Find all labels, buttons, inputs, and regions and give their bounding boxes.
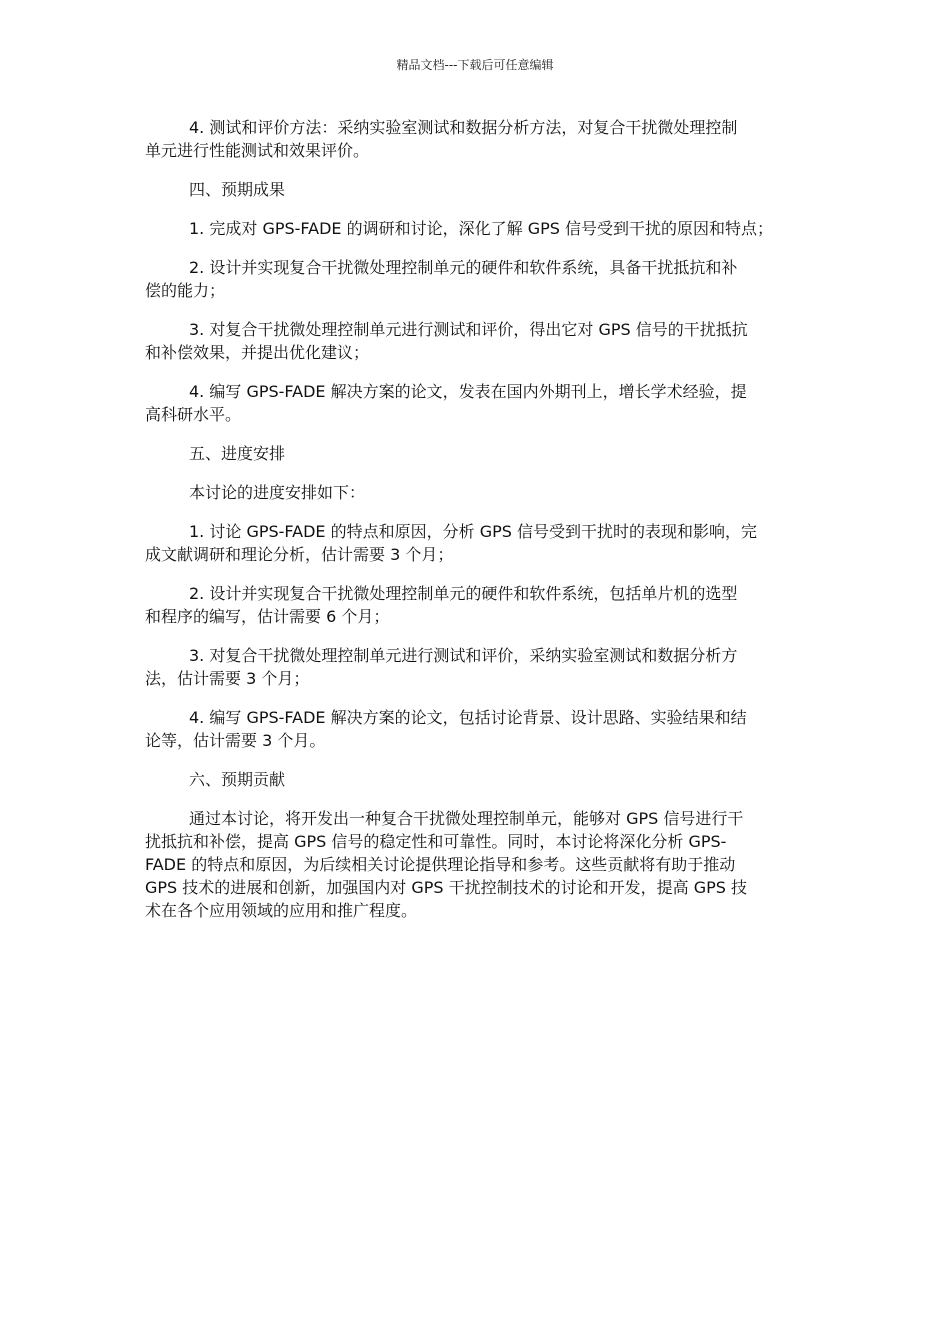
text-line: 2. 设计并实现复合干扰微处理控制单元的硬件和软件系统，具备干扰抵抗和补	[189, 258, 738, 277]
list-item	[145, 582, 813, 628]
text-line: 高科研水平。	[145, 405, 242, 424]
text-line: 偿的能力；	[145, 281, 226, 300]
list-item	[145, 644, 813, 690]
paragraph	[145, 116, 813, 162]
text-line: 本讨论的进度安排如下：	[189, 483, 366, 502]
paragraph	[145, 481, 813, 504]
text-line: 单元进行性能测试和效果评价。	[145, 141, 370, 160]
text-line: 4. 编写 GPS-FADE 解决方案的论文，发表在国内外期刊上，增长学术经验，提	[189, 382, 747, 401]
text-line: 3. 对复合干扰微处理控制单元进行测试和评价，采纳实验室测试和数据分析方	[189, 646, 738, 665]
text-line: 成文献调研和理论分析，估计需要 3 个月；	[145, 545, 454, 564]
text-line: 3. 对复合干扰微处理控制单元进行测试和评价，得出它对 GPS 信号的干扰抵抗	[189, 320, 748, 339]
text-line: 通过本讨论，将开发出一种复合干扰微处理控制单元，能够对 GPS 信号进行干	[189, 809, 744, 828]
list-item	[145, 520, 813, 566]
list-item	[145, 706, 813, 752]
page-header: 精品文档---下载后可任意编辑	[396, 58, 554, 72]
text-line: GPS 技术的进展和创新，加强国内对 GPS 干扰控制技术的讨论和开发，提高 GPS 技	[145, 878, 748, 897]
text-line: 扰抵抗和补偿，提高 GPS 信号的稳定性和可靠性。同时，本讨论将深化分析 GPS-	[145, 832, 727, 851]
list-item	[145, 318, 813, 364]
text-line: FADE 的特点和原因，为后续相关讨论提供理论指导和参考。这些贡献将有助于推动	[145, 855, 736, 874]
text-line: 和程序的编写，估计需要 6 个月；	[145, 607, 390, 626]
text-line: 1. 完成对 GPS-FADE 的调研和讨论，深化了解 GPS 信号受到干扰的原因和特点；	[189, 219, 773, 238]
text-line: 4. 测试和评价方法：采纳实验室测试和数据分析方法，对复合干扰微处理控制	[189, 118, 738, 137]
section-heading	[145, 768, 813, 791]
text-line: 法，估计需要 3 个月；	[145, 669, 310, 688]
text-line: 1. 讨论 GPS-FADE 的特点和原因，分析 GPS 信号受到干扰时的表现和影响，完	[189, 522, 757, 541]
section-heading	[145, 178, 813, 201]
text-line: 四、预期成果	[189, 180, 286, 199]
list-item	[145, 380, 813, 426]
text-line: 4. 编写 GPS-FADE 解决方案的论文，包括讨论背景、设计思路、实验结果和结	[189, 708, 747, 727]
document-body	[145, 116, 813, 938]
text-line: 2. 设计并实现复合干扰微处理控制单元的硬件和软件系统，包括单片机的选型	[189, 584, 738, 603]
text-line: 论等，估计需要 3 个月。	[145, 731, 326, 750]
paragraph	[145, 807, 813, 922]
text-line: 和补偿效果，并提出优化建议；	[145, 343, 370, 362]
section-heading	[145, 442, 813, 465]
list-item	[145, 256, 813, 302]
list-item	[145, 217, 813, 240]
text-line: 六、预期贡献	[189, 770, 286, 789]
text-line: 术在各个应用领域的应用和推广程度。	[145, 901, 418, 920]
text-line: 五、进度安排	[189, 444, 286, 463]
